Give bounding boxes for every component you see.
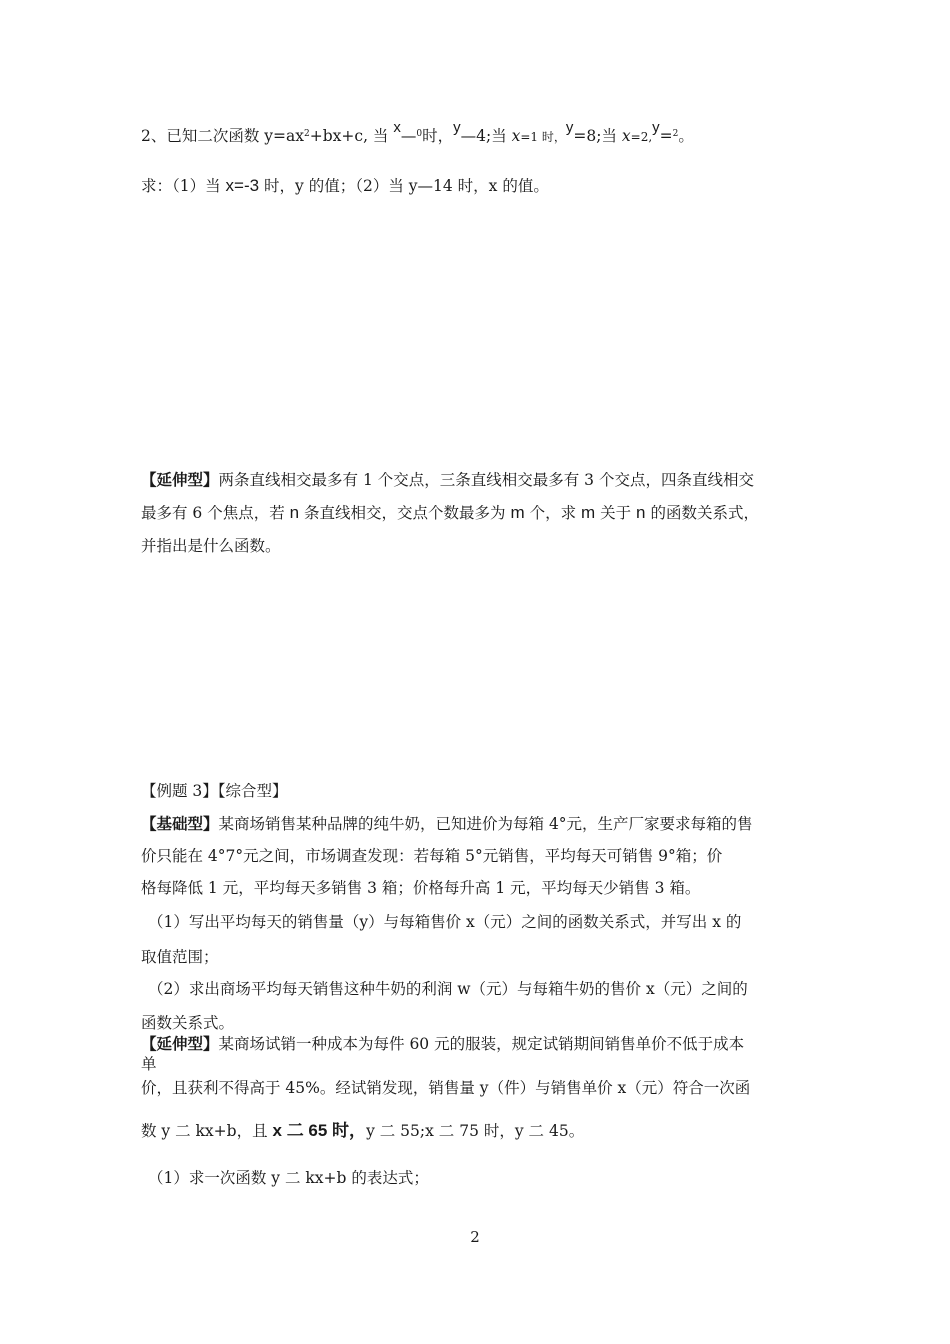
- basic-tag: 【基础型】: [141, 814, 219, 833]
- variable-y: y: [652, 119, 660, 136]
- superscript: 2: [672, 129, 679, 139]
- example-3-question-2-line-2: [141, 1013, 234, 1033]
- extension-1-line-3: [141, 536, 281, 556]
- problem-2-line-2: [141, 176, 549, 196]
- variable-n: n: [636, 503, 646, 522]
- example-3-question-1-line-2: [141, 947, 219, 967]
- example-3-text: （1）求一次函数 y 二 kx+b 的表达式；: [148, 1169, 429, 1187]
- example-3-text: 格每降低 1 元，平均每天多销售 3 箱；价格每升高 1 元，平均每天少销售 3 箱。: [141, 879, 701, 897]
- example-3-text: x 二 65 时，: [272, 1121, 367, 1140]
- problem-2-line-1: [141, 119, 694, 149]
- example-3-extension-line-2: [141, 1078, 750, 1098]
- variable-y: y: [453, 119, 461, 136]
- variable-x: x: [621, 127, 631, 145]
- problem-2-text: =: [659, 127, 673, 145]
- variable-m: m: [581, 503, 596, 522]
- extension-tag: 【延伸型】: [141, 470, 219, 489]
- example-3-text: 单: [141, 1055, 157, 1073]
- problem-2-text: 时，: [422, 127, 454, 145]
- example-3-text: 某商场试销一种成本为每件 60 元的服装，规定试销期间销售单价不低于成本: [218, 1035, 745, 1053]
- problem-2-text: 。: [678, 127, 694, 145]
- problem-2-text: x=-3: [225, 176, 260, 195]
- extension-1-text: 并指出是什么函数。: [141, 537, 281, 555]
- variable-x: x: [511, 127, 521, 145]
- superscript: 0: [416, 129, 423, 139]
- example-3-text: y 二 55;x 二 75 时，y 二 45。: [366, 1122, 585, 1140]
- example-3-extension-line-4: [148, 1168, 429, 1188]
- example-3-extension-line-1: [141, 1034, 744, 1054]
- problem-2-text: 2、已知二次函数 y=ax: [141, 127, 305, 145]
- example-3-basic-line-1: [141, 814, 753, 834]
- example-3-text: 价，且获利不得高于 45%。经试销发现，销售量 y（件）与销售单价 x（元）符合一次函: [141, 1079, 751, 1097]
- example-3-text: 函数关系式。: [141, 1014, 235, 1032]
- example-3-text: 数 y 二 kx+b，且: [141, 1122, 273, 1140]
- extension-1-text: 最多有 6 个焦点，若: [141, 504, 290, 522]
- problem-2-text: +bx+c, 当: [309, 127, 394, 145]
- problem-2-text: =1 时，: [520, 130, 566, 144]
- problem-2-text: —: [400, 127, 417, 145]
- extension-1-text: 个，求: [524, 504, 582, 522]
- variable-m: m: [510, 503, 525, 522]
- example-3-basic-line-3: [141, 878, 700, 898]
- superscript: 2: [304, 129, 310, 139]
- example-3-text: （1）写出平均每天的销售量（y）与每箱售价 x（元）之间的函数关系式，并写出 x 的: [148, 913, 742, 931]
- example-3-basic-line-2: [141, 846, 722, 866]
- example-3-extension-line-3: [141, 1121, 584, 1141]
- variable-n: n: [289, 503, 300, 522]
- extension-1-line-1: [141, 470, 754, 490]
- example-3-extension-line-1b: [141, 1054, 157, 1074]
- variable-y: y: [565, 119, 574, 136]
- extension-1-text: 的函数关系式，: [645, 504, 759, 522]
- page-number: 2: [470, 1228, 480, 1246]
- example-3-heading: [141, 781, 288, 801]
- example-3-question-1-line-1: [148, 912, 741, 932]
- example-3-text: 价只能在 4°7°元之间，市场调查发现：若每箱 5°元销售，平均每天可销售 9°箱；价: [141, 847, 723, 865]
- example-3-question-2-line-1: [148, 979, 748, 999]
- problem-2-text: =8;当: [573, 127, 622, 145]
- problem-2-text: 时，y 的值；（2）当 y—14 时，x 的值。: [259, 177, 549, 195]
- problem-2-text: =2,: [630, 130, 653, 144]
- extension-1-text: 两条直线相交最多有 1 个交点，三条直线相交最多有 3 个交点，四条直线相交: [218, 471, 754, 489]
- example-3-heading-text: 【例题 3】【综合型】: [141, 782, 288, 800]
- extension-1-text: 条直线相交，交点个数最多为: [299, 504, 511, 522]
- example-3-text: （2）求出商场平均每天销售这种牛奶的利润 w（元）与每箱牛奶的售价 x（元）之间的: [148, 980, 748, 998]
- extension-1-text: 关于: [595, 504, 637, 522]
- extension-1-line-2: [141, 503, 759, 523]
- problem-2-text: 求：（1）当: [141, 177, 226, 195]
- variable-x: x: [393, 119, 401, 136]
- example-3-text: 取值范围；: [141, 948, 219, 966]
- example-3-text: 某商场销售某种品牌的纯牛奶，已知进价为每箱 4°元，生产厂家要求每箱的售: [218, 815, 753, 833]
- extension-tag: 【延伸型】: [141, 1034, 219, 1053]
- problem-2-text: —4;当: [460, 127, 512, 145]
